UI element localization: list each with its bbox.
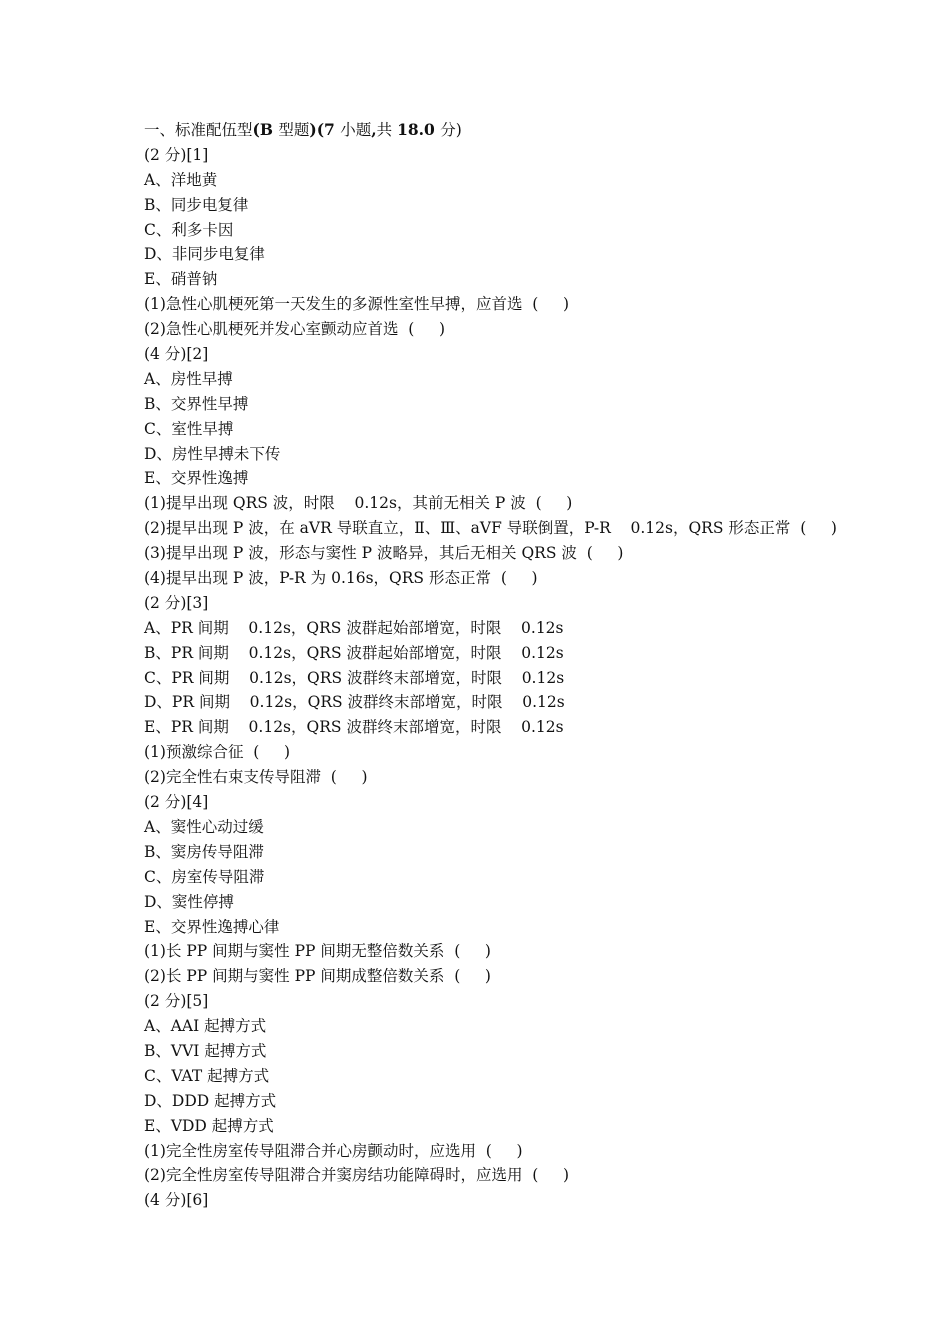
heading-part-3: )(7 [309, 120, 341, 139]
sub-question: (2)提早出现 P 波，在 aVR 导联直立，Ⅱ、Ⅲ、aVF 导联倒置，P-R 0.12s，QRS 形态正常 ( ) [144, 519, 837, 538]
sub-question: (2)急性心肌梗死并发心室颤动应首选 ( ) [144, 320, 446, 339]
option-line: B、交界性早搏 [144, 394, 249, 413]
option-line: B、VVI 起搏方式 [144, 1041, 267, 1060]
question-header: (2 分)[1] [144, 145, 209, 164]
option-line: A、房性早搏 [144, 369, 233, 388]
sub-question: (1)急性心肌梗死第一天发生的多源性室性早搏，应首选 ( ) [144, 295, 570, 314]
option-line: D、房性早搏未下传 [144, 444, 281, 463]
question-header: (2 分)[4] [144, 793, 209, 812]
section-heading [144, 118, 934, 143]
sub-question: (2)完全性房室传导阻滞合并窦房结功能障碍时，应选用 ( ) [144, 1166, 570, 1185]
option-line: C、室性早搏 [144, 419, 234, 438]
heading-prefix: 一、标准配伍型 [144, 121, 253, 139]
option-line: E、硝普钠 [144, 270, 218, 289]
option-line: D、DDD 起搏方式 [144, 1091, 277, 1110]
option-line: D、窦性停搏 [144, 892, 234, 911]
sub-question: (1)完全性房室传导阻滞合并心房颤动时，应选用 ( ) [144, 1141, 523, 1160]
sub-question: (2)完全性右束支传导阻滞 ( ) [144, 768, 368, 787]
question-lines [144, 143, 934, 1213]
option-line: A、窦性心动过缓 [144, 817, 264, 836]
heading-part-7: 18.0 [397, 120, 441, 139]
sub-question: (1)长 PP 间期与窦性 PP 间期无整倍数关系 ( ) [144, 942, 491, 961]
question-header: (4 分)[6] [144, 1191, 209, 1210]
option-line: E、交界性逸搏心律 [144, 917, 280, 936]
sub-question: (4)提早出现 P 波，P-R 为 0.16s，QRS 形态正常 ( ) [144, 569, 538, 588]
option-line: A、AAI 起搏方式 [144, 1017, 267, 1036]
option-line: D、PR 间期 0.12s，QRS 波群终末部增宽，时限 0.12s [144, 693, 565, 712]
heading-part-4: 小题 [340, 121, 372, 139]
option-line: A、洋地黄 [144, 170, 218, 189]
option-line: E、交界性逸搏 [144, 469, 249, 488]
sub-question: (1)预激综合征 ( ) [144, 743, 291, 762]
option-line: C、VAT 起搏方式 [144, 1066, 270, 1085]
heading-part-5: , [371, 120, 377, 139]
option-line: C、利多卡因 [144, 220, 234, 239]
option-line: B、窦房传导阻滞 [144, 842, 264, 861]
option-line: C、PR 间期 0.12s，QRS 波群终末部增宽，时限 0.12s [144, 668, 565, 687]
heading-part-1: (B [252, 120, 279, 139]
option-line: E、PR 间期 0.12s，QRS 波群终末部增宽，时限 0.12s [144, 718, 564, 737]
option-line: B、同步电复律 [144, 195, 249, 214]
document-body [144, 118, 934, 1213]
option-line: E、VDD 起搏方式 [144, 1116, 274, 1135]
question-header: (4 分)[2] [144, 345, 209, 364]
option-line: A、PR 间期 0.12s，QRS 波群起始部增宽，时限 0.12s [144, 618, 564, 637]
sub-question: (1)提早出现 QRS 波，时限 0.12s，其前无相关 P 波 ( ) [144, 494, 573, 513]
sub-question: (2)长 PP 间期与窦性 PP 间期成整倍数关系 ( ) [144, 967, 491, 986]
option-line: C、房室传导阻滞 [144, 867, 265, 886]
sub-question: (3)提早出现 P 波，形态与窦性 P 波略异，其后无相关 QRS 波 ( ) [144, 544, 624, 563]
option-line: B、PR 间期 0.12s，QRS 波群起始部增宽，时限 0.12s [144, 643, 564, 662]
heading-part-8: 分) [440, 121, 462, 139]
heading-part-6: 共 [376, 121, 398, 139]
question-header: (2 分)[3] [144, 593, 209, 612]
question-header: (2 分)[5] [144, 992, 209, 1011]
heading-part-2: 型题 [278, 121, 310, 139]
option-line: D、非同步电复律 [144, 245, 265, 264]
